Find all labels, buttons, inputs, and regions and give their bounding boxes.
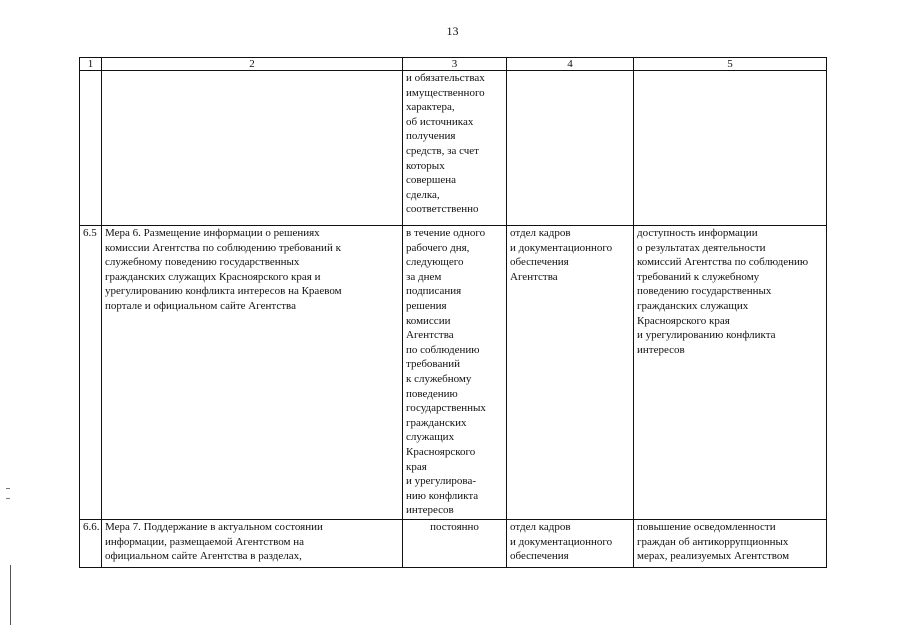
responsible-text-cell — [507, 71, 634, 226]
measure-text-cell — [102, 520, 403, 568]
term-text-line: рабочего дня, — [406, 241, 470, 254]
term-text-cell — [403, 226, 507, 520]
measure-text-cell — [102, 71, 403, 226]
term-text-line: имущественного — [406, 86, 485, 99]
margin-tick — [6, 488, 10, 489]
measure-text-line: Мера 6. Размещение информации о решениях — [105, 227, 320, 239]
term-text-line: получения — [406, 130, 456, 143]
row-number-cell — [80, 226, 102, 520]
row-number: 6.6. — [83, 521, 100, 533]
row-number: 6.5 — [83, 227, 97, 239]
term-text-line: Агентства — [406, 329, 454, 342]
term-text-line: требований — [406, 358, 461, 371]
term-text-line: об источниках — [406, 115, 474, 128]
responsible-text-line: и документационного — [510, 535, 613, 548]
margin-line — [10, 565, 11, 625]
measure-text-line: урегулированию конфликта интересов на Краевом — [105, 285, 342, 298]
term-text-line: к служебному — [406, 372, 472, 385]
result-text-line: поведению государственных — [637, 285, 772, 298]
result-text-line: требований к служебному — [637, 270, 760, 283]
measure-text-line: комиссии Агентства по соблюдению требований к — [105, 241, 341, 254]
term-text-line: в течение одного — [406, 227, 486, 239]
result-text-cell — [634, 520, 827, 568]
term-text-line: которых — [406, 159, 445, 172]
responsible-text-line: и документационного — [510, 241, 613, 254]
term-text-line: гражданских — [406, 416, 467, 429]
term-text-cell — [403, 71, 507, 226]
responsible-text-cell — [507, 226, 634, 520]
responsible-text-line: отдел кадров — [510, 521, 571, 533]
responsible-text-line: обеспечения — [510, 550, 569, 563]
term-text-line: и урегулирова- — [406, 475, 477, 488]
result-text-cell — [634, 71, 827, 226]
result-text-cell — [634, 226, 827, 520]
result-text-line: повышение осведомленности — [637, 521, 776, 533]
measure-text-line: информации, размещаемой Агентством на — [105, 535, 305, 548]
term-text-line: комиссии — [406, 314, 451, 327]
term-text-line: Красноярского — [406, 445, 476, 458]
column-header: 1 — [80, 58, 102, 71]
page-number: 13 — [446, 24, 459, 38]
table-header-row — [80, 58, 827, 71]
measure-text-cell — [102, 226, 403, 520]
measure-text-line: Мера 7. Поддержание в актуальном состоянии — [105, 521, 323, 533]
result-text-line: мерах, реализуемых Агентством — [637, 550, 790, 563]
result-text-line: интересов — [637, 343, 685, 356]
term-text-cell — [403, 520, 507, 568]
term-text-line: края — [406, 460, 427, 473]
measure-text-line: гражданских служащих Красноярского края и — [105, 270, 321, 283]
table-row — [80, 520, 827, 568]
term-text-line: и обязательствах — [406, 72, 485, 84]
responsible-text-line: Агентства — [510, 270, 558, 283]
term-text-line: сделка, — [406, 188, 440, 201]
term-text-line: соответственно — [406, 203, 479, 216]
term-text-line: поведению — [406, 387, 458, 400]
term-text-line: решения — [406, 299, 447, 312]
row-number-cell — [80, 520, 102, 568]
term-text-line: по соблюдению — [406, 343, 480, 356]
result-text-line: и урегулированию конфликта — [637, 329, 776, 342]
measure-text-line: портале и официальном сайте Агентства — [105, 299, 296, 312]
responsible-text-line: обеспечения — [510, 256, 569, 269]
result-text-line: гражданских служащих — [637, 299, 749, 312]
term-text-line: за днем — [406, 270, 442, 283]
term-text-line: интересов — [406, 504, 454, 517]
column-header: 5 — [634, 58, 827, 71]
responsible-text-cell — [507, 520, 634, 568]
result-text-line: граждан об антикоррупционных — [637, 535, 789, 548]
result-text-line: комиссий Агентства по соблюдению — [637, 256, 809, 269]
measures-table — [79, 57, 827, 568]
measure-text-line: служебному поведению государственных — [105, 256, 300, 269]
column-header: 4 — [507, 58, 634, 71]
term-text-line: нию конфликта — [406, 489, 479, 502]
margin-tick — [6, 498, 10, 499]
term-text-line: подписания — [406, 285, 462, 298]
result-text-line: о результатах деятельности — [637, 241, 766, 254]
table-row — [80, 71, 827, 226]
row-number-cell — [80, 71, 102, 226]
responsible-text-line: отдел кадров — [510, 227, 571, 239]
result-text-line: доступность информации — [637, 227, 758, 239]
term-text-line: характера, — [406, 101, 455, 114]
column-header: 2 — [102, 58, 403, 71]
table-row — [80, 226, 827, 520]
result-text-line: Красноярского края — [637, 314, 730, 327]
term-text-line: постоянно — [430, 521, 479, 533]
term-text-line: следующего — [406, 256, 464, 269]
term-text-line: совершена — [406, 174, 457, 187]
measure-text-line: официальном сайте Агентства в разделах, — [105, 550, 302, 563]
column-header: 3 — [403, 58, 507, 71]
term-text-line: средств, за счет — [406, 144, 479, 157]
term-text-line: государственных — [406, 402, 486, 415]
term-text-line: служащих — [406, 431, 455, 444]
